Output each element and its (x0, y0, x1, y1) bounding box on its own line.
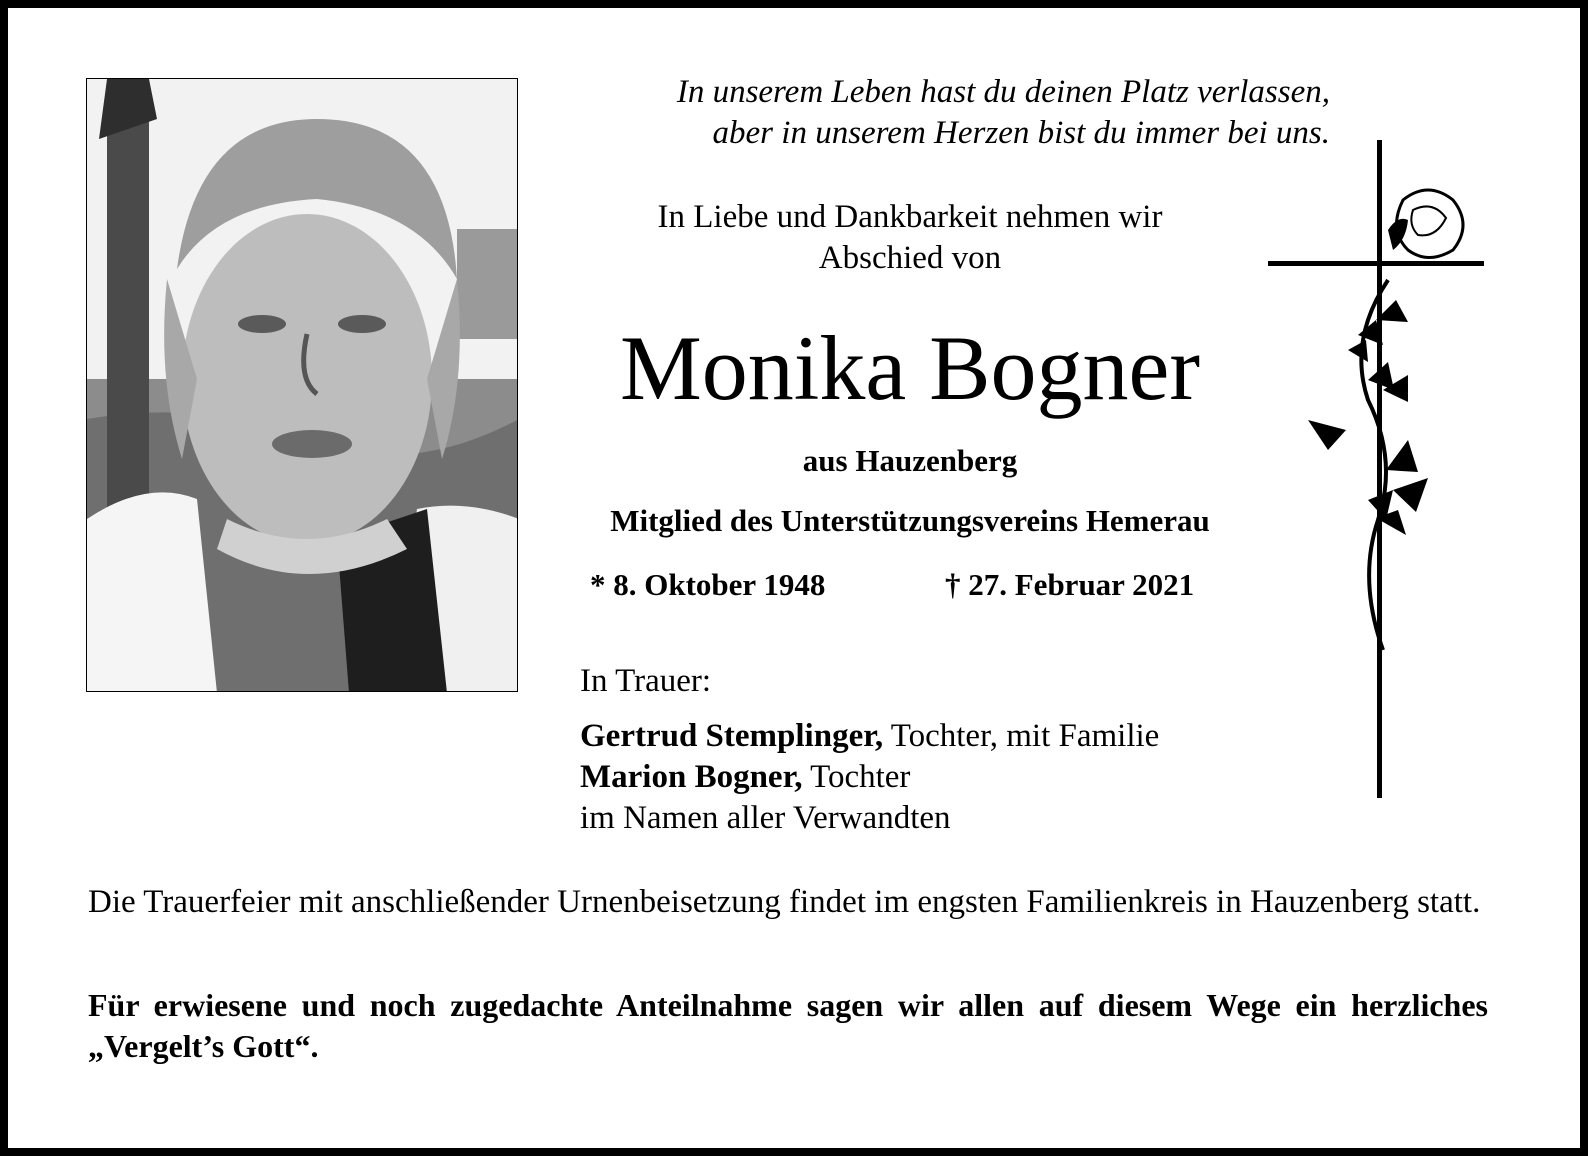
mourning-heading: In Trauer: (580, 663, 712, 699)
mourner-relation: Tochter, mit Familie (883, 718, 1160, 754)
deceased-name: Monika Bogner (619, 317, 1201, 419)
portrait-photo (86, 78, 518, 692)
ceremony-notice: Die Trauerfeier mit anschließender Urnenbeisetzung findet im engsten Familienkreis in Hauzenberg statt. (88, 884, 1481, 920)
thanks-notice: Für erwiesene und noch zugedachte Anteilnahme sagen wir allen auf diesem Wege ein herzliches „Vergelt’s Gott“. (88, 987, 1488, 1064)
mourner-relation: Tochter (802, 759, 911, 795)
mourner-entry (580, 757, 1159, 798)
farewell-intro (560, 197, 1260, 279)
quote-line-2: aber in unserem Herzen bist du immer bei uns. (712, 115, 1330, 151)
death-date: † 27. Februar 2021 (945, 567, 1195, 602)
deceased-origin: aus Hauzenberg (802, 443, 1018, 478)
mourner-name: Marion Bogner, (580, 759, 803, 795)
intro-line-2: Abschied von (818, 240, 1002, 276)
birth-date: * 8. Oktober 1948 (590, 567, 826, 602)
relatives-line: im Namen aller Verwandten (580, 800, 951, 836)
mourners-list (580, 716, 1159, 839)
mourner-entry (580, 716, 1159, 757)
quote-line-1: In unserem Leben hast du deinen Platz verlassen, (676, 74, 1330, 110)
memorial-quote (540, 72, 1330, 154)
intro-line-1: In Liebe und Dankbarkeit nehmen wir (657, 199, 1163, 235)
deceased-membership: Mitglied des Unterstützungsvereins Hemerau (610, 503, 1210, 538)
cross-with-rose-icon (1268, 140, 1484, 802)
mourner-name: Gertrud Stemplinger, (580, 718, 884, 754)
